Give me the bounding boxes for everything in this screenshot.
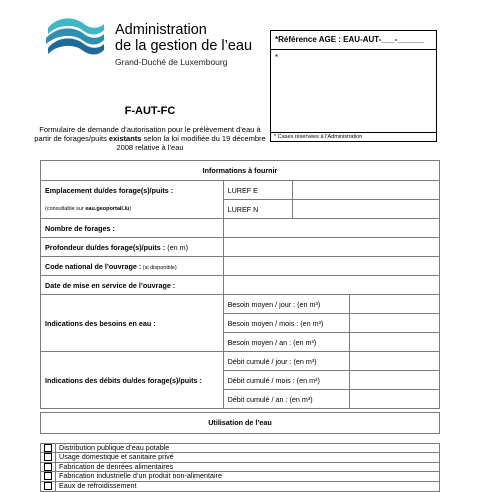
- code-note: (si disponible): [141, 264, 177, 271]
- reference-title: *Référence AGE : EAU-AUT-___-______: [271, 31, 436, 50]
- usage-row: [41, 481, 440, 491]
- usage-item: Distribution publique d’eau potable: [56, 443, 440, 453]
- usage-item: Fabrication industrielle d’un produit non-alimentaire: [56, 472, 440, 482]
- reference-box: [270, 30, 437, 142]
- flow-month-input[interactable]: [350, 371, 440, 390]
- reference-footer: * Cases réservées à l’Administration: [271, 132, 436, 141]
- code-input[interactable]: [223, 257, 439, 276]
- usage-checkbox[interactable]: [41, 481, 56, 491]
- depth-input[interactable]: [223, 238, 439, 257]
- checkbox-icon[interactable]: [44, 453, 52, 461]
- need-day-input[interactable]: [350, 295, 440, 314]
- usage-item: Eaux de refroidissement: [56, 481, 440, 491]
- flow-month-label: Débit cumulé / mois : (en m³): [223, 371, 350, 390]
- usage-checkbox[interactable]: [41, 462, 56, 472]
- luref-e-input[interactable]: [293, 181, 440, 200]
- usage-item: Fabrication de denrées alimentaires: [56, 462, 440, 472]
- need-month-input[interactable]: [350, 314, 440, 333]
- flow-year-label: Débit cumulé / an : (en m³): [223, 390, 350, 409]
- usage-row: [41, 453, 440, 463]
- need-year-label: Besoin moyen / an : (en m³): [223, 333, 350, 352]
- org-country: Grand-Duché de Luxembourg: [115, 57, 228, 67]
- code-cell: [41, 257, 224, 276]
- usage-row: [41, 472, 440, 482]
- luref-e-label: LUREF E: [223, 181, 293, 200]
- need-day-label: Besoin moyen / jour : (en m³): [223, 295, 350, 314]
- date-label: Date de mise en service de l’ouvrage :: [41, 276, 224, 295]
- geoportail-link[interactable]: eau.geoportail.lu: [85, 205, 130, 212]
- flow-day-input[interactable]: [350, 352, 440, 371]
- date-input[interactable]: [223, 276, 439, 295]
- form-desc-bold: existants: [108, 134, 142, 143]
- form-description: [30, 125, 270, 152]
- usage-checkbox[interactable]: [41, 443, 56, 453]
- code-label: Code national de l’ouvrage :: [45, 261, 142, 271]
- flow-label: Indications des débits du/des forage(s)/puits :: [41, 352, 224, 409]
- location-note: [41, 200, 224, 219]
- info-table-title: Informations à fournir: [41, 161, 440, 181]
- info-table: [40, 160, 440, 409]
- reference-field[interactable]: *: [275, 53, 279, 62]
- flow-year-input[interactable]: [350, 390, 440, 409]
- org-name-line1: Administration: [115, 22, 207, 38]
- luref-n-label: LUREF N: [223, 200, 293, 219]
- location-label: Emplacement du/des forage(s)/puits :: [41, 181, 224, 200]
- usage-checkbox[interactable]: [41, 472, 56, 482]
- checkbox-icon[interactable]: [44, 482, 52, 490]
- depth-label: Profondeur du/des forage(s)/puits :: [45, 242, 166, 252]
- usage-checkbox[interactable]: [41, 453, 56, 463]
- usage-spacer: [41, 434, 440, 444]
- location-note-suffix: ): [129, 205, 132, 212]
- nb-forages-label: Nombre de forages :: [41, 219, 224, 238]
- checkbox-icon[interactable]: [44, 472, 52, 480]
- need-year-input[interactable]: [350, 333, 440, 352]
- checkbox-icon[interactable]: [44, 463, 52, 471]
- form-desc-text-end: selon la loi modifiée du 19 décembre 2008 relative à l’eau: [116, 134, 266, 152]
- depth-cell: [41, 238, 224, 257]
- flow-day-label: Débit cumulé / jour : (en m³): [223, 352, 350, 371]
- luref-n-input[interactable]: [293, 200, 440, 219]
- checkbox-icon[interactable]: [44, 444, 52, 452]
- usage-item: Usage domestique et sanitaire privé: [56, 453, 440, 463]
- age-logo-waves-icon: [44, 14, 106, 62]
- location-note-prefix: (consultable sur: [45, 205, 86, 212]
- nb-forages-input[interactable]: [223, 219, 439, 238]
- depth-unit: (en m): [165, 242, 188, 252]
- org-name-line2: de la gestion de l’eau: [115, 38, 253, 54]
- usage-table-title: Utilisation de l’eau: [41, 413, 440, 434]
- form-desc-text: Formulaire de demande d’autorisation pour le prélèvement d’eau à partir de forages/puits: [34, 125, 261, 143]
- need-month-label: Besoin moyen / mois : (en m³): [223, 314, 350, 333]
- needs-label: Indications des besoins en eau :: [41, 295, 224, 352]
- form-code: F-AUT-FC: [124, 105, 176, 117]
